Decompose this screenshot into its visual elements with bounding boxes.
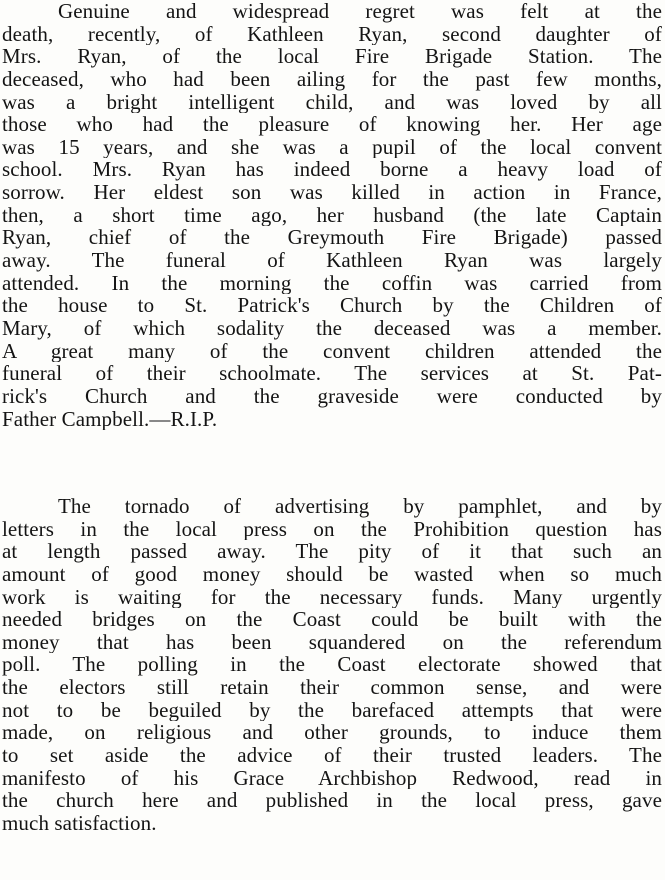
text-line: was 15 years, and she was a pupil of the local convent xyxy=(2,135,662,159)
text-line: not to be beguiled by the barefaced attempts that were xyxy=(2,698,662,722)
article-prohibition-pamphlets xyxy=(2,495,662,835)
text-line: money that has been squandered on the referendum xyxy=(2,630,662,654)
text-line: away. The funeral of Kathleen Ryan was largely xyxy=(2,249,662,272)
text-line: A great many of the convent children attended the xyxy=(2,339,662,363)
text-line: Ryan, chief of the Greymouth Fire Brigade) passed xyxy=(2,226,662,250)
text-line: Mary, of which sodality the deceased was a member. xyxy=(2,316,662,340)
text-line: to set aside the advice of their trusted leaders. The xyxy=(2,744,662,767)
text-line: was a bright intelligent child, and was loved by all xyxy=(2,90,662,114)
text-line: the church here and published in the local press, gave xyxy=(2,789,662,812)
text-line: made, on religious and other grounds, to induce them xyxy=(2,721,662,745)
text-line: letters in the local press on the Prohibition question has xyxy=(2,517,662,541)
text-line: the house to St. Patrick's Church by the Children of xyxy=(2,294,662,317)
text-line: amount of good money should be wasted when so much xyxy=(2,562,662,586)
text-line: The tornado of advertising by pamphlet, and by xyxy=(58,495,662,518)
text-line: the electors still retain their common sense, and were xyxy=(2,676,662,699)
text-line: Genuine and widespread regret was felt at the xyxy=(58,0,662,23)
text-line: Father Campbell.—R.I.P. xyxy=(2,407,218,431)
text-line: attended. In the morning the coffin was carried from xyxy=(2,271,662,295)
text-line: Mrs. Ryan, of the local Fire Brigade Station. The xyxy=(2,45,662,68)
text-line: rick's Church and the graveside were conducted by xyxy=(2,384,662,408)
text-line: manifesto of his Grace Archbishop Redwood, read in xyxy=(2,766,662,790)
text-line: poll. The polling in the Coast electorate showed that xyxy=(2,653,662,677)
text-line: then, a short time ago, her husband (the late Captain xyxy=(2,203,662,227)
text-line: death, recently, of Kathleen Ryan, second daughter of xyxy=(2,22,662,46)
text-line: sorrow. Her eldest son was killed in action in France, xyxy=(2,181,662,204)
text-line: those who had the pleasure of knowing her. Her age xyxy=(2,113,662,136)
text-line: deceased, who had been ailing for the past few months, xyxy=(2,67,662,91)
text-line: work is waiting for the necessary funds. Many urgently xyxy=(2,585,662,609)
text-line: school. Mrs. Ryan has indeed borne a heavy load of xyxy=(2,158,662,182)
article-obituary-kathleen-ryan xyxy=(2,0,662,430)
text-line: at length passed away. The pity of it that such an xyxy=(2,540,662,563)
text-line: much satisfaction. xyxy=(2,811,157,835)
text-line: funeral of their schoolmate. The services at St. Pat- xyxy=(2,362,662,385)
text-line: needed bridges on the Coast could be built with the xyxy=(2,608,662,631)
